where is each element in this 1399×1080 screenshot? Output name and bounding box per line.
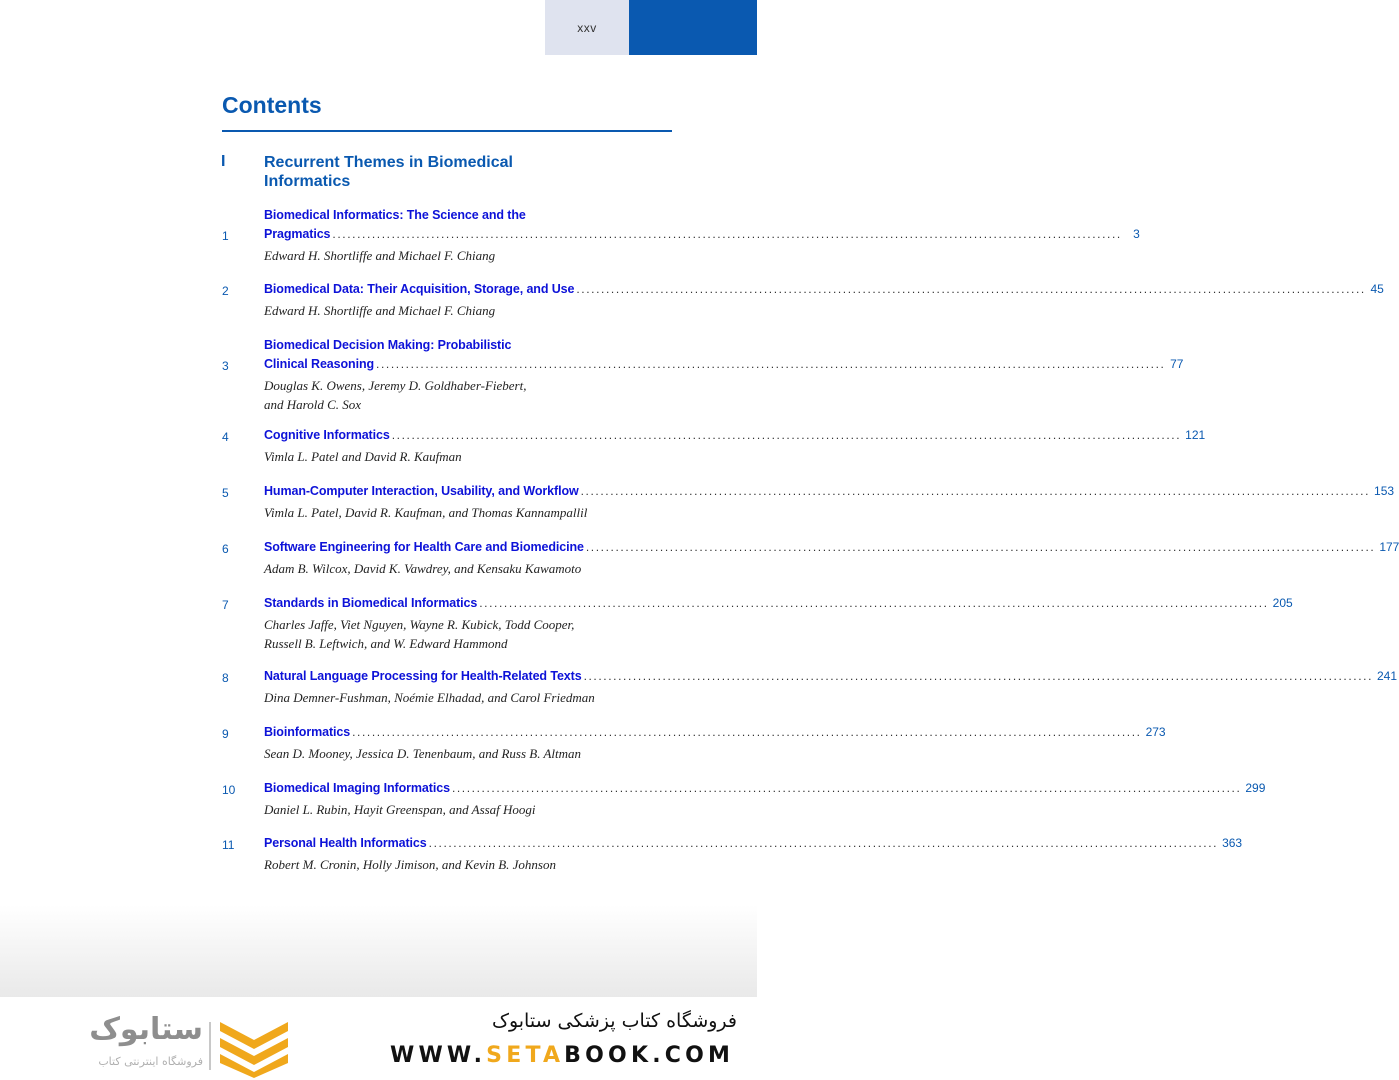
- dot-leader: ................................................................................................................................................................: [585, 540, 1376, 554]
- chapter-page[interactable]: 77: [1170, 357, 1184, 371]
- title-divider: [222, 130, 672, 132]
- chapter-title[interactable]: Human-Computer Interaction, Usability, and Workflow: [264, 484, 579, 498]
- chapter-title[interactable]: Biomedical Informatics: The Science and the: [264, 208, 526, 222]
- dot-leader: ................................................................................................................................................................: [451, 781, 1242, 795]
- chapter-title[interactable]: Biomedical Decision Making: Probabilistic: [264, 338, 512, 352]
- chapter-number: 6: [222, 542, 229, 556]
- chapter-page[interactable]: 153: [1374, 484, 1395, 498]
- part-number: I: [221, 153, 226, 170]
- chapter-title[interactable]: Natural Language Processing for Health-Related Texts: [264, 669, 582, 683]
- chapter-page[interactable]: 177: [1379, 540, 1399, 554]
- chapter-authors: Vimla L. Patel and David R. Kaufman: [264, 449, 462, 464]
- chapter-authors: Daniel L. Rubin, Hayit Greenspan, and Assaf Hoogi: [264, 802, 536, 817]
- chapter-authors: Sean D. Mooney, Jessica D. Tenenbaum, and Russ B. Altman: [264, 746, 582, 761]
- dot-leader: ................................................................................................................................................................: [391, 428, 1182, 442]
- url-prefix: WWW.: [390, 1043, 487, 1068]
- chapter-page[interactable]: 363: [1222, 836, 1243, 850]
- chapter-authors: Robert M. Cronin, Holly Jimison, and Kevin B. Johnson: [264, 857, 556, 872]
- chapter-authors: Russell B. Leftwich, and W. Edward Hammond: [264, 636, 508, 651]
- chapter-authors: Edward H. Shortliffe and Michael F. Chiang: [264, 248, 496, 263]
- chapter-title[interactable]: Biomedical Imaging Informatics: [264, 781, 450, 795]
- dot-leader: ................................................................................................................................................................: [332, 227, 1122, 241]
- dot-leader: ................................................................................................................................................................: [580, 484, 1371, 498]
- chapter-authors: Edward H. Shortliffe and Michael F. Chiang: [264, 303, 496, 318]
- chapter-title[interactable]: Software Engineering for Health Care and Biomedicine: [264, 540, 584, 554]
- chapter-number: 11: [222, 838, 235, 852]
- chapter-page[interactable]: 299: [1245, 781, 1266, 795]
- dot-leader: ................................................................................................................................................................: [583, 669, 1373, 683]
- chapter-authors: Vimla L. Patel, David R. Kaufman, and Thomas Kannampallil: [264, 505, 588, 520]
- chapter-number: 10: [222, 783, 236, 797]
- dot-leader: ................................................................................................................................................................: [576, 282, 1366, 296]
- chapter-title[interactable]: Biomedical Data: Their Acquisition, Storage, and Use: [264, 282, 575, 296]
- chapter-number: 9: [222, 727, 229, 741]
- chapter-title[interactable]: Standards in Biomedical Informatics: [264, 596, 478, 610]
- dot-leader: ................................................................................................................................................................: [479, 596, 1269, 610]
- page-bottom-shadow: [0, 905, 757, 997]
- chapter-page[interactable]: 121: [1185, 428, 1206, 442]
- stacked-chevrons-icon: [216, 1016, 292, 1078]
- store-logo-subtitle: فروشگاه اینترنتی کتاب: [98, 1055, 203, 1068]
- chapter-authors: Douglas K. Owens, Jeremy D. Goldhaber-Fiebert,: [264, 378, 527, 393]
- chapter-authors: Charles Jaffe, Viet Nguyen, Wayne R. Kubick, Todd Cooper,: [264, 617, 575, 632]
- corner-color-block: [629, 0, 757, 55]
- chapter-title[interactable]: Personal Health Informatics: [264, 836, 427, 850]
- chapter-authors: Adam B. Wilcox, David K. Vawdrey, and Kensaku Kawamoto: [264, 561, 582, 576]
- chapter-number: 3: [222, 359, 229, 373]
- store-url[interactable]: [390, 1043, 745, 1068]
- dot-leader: ................................................................................................................................................................: [352, 725, 1142, 739]
- chapter-page[interactable]: 241: [1377, 669, 1398, 683]
- chapter-page[interactable]: 45: [1370, 282, 1384, 296]
- chapter-number: 4: [222, 430, 229, 444]
- chapter-number: 5: [222, 486, 229, 500]
- dot-leader: ................................................................................................................................................................: [428, 836, 1219, 850]
- chapter-title[interactable]: Clinical Reasoning: [264, 357, 375, 371]
- chapter-page[interactable]: 205: [1272, 596, 1293, 610]
- store-name: فروشگاه کتاب پزشکی ستابوک: [491, 1010, 737, 1032]
- chapter-number: 2: [222, 284, 229, 298]
- chapter-authors: Dina Demner-Fushman, Noémie Elhadad, and Carol Friedman: [264, 690, 595, 705]
- chapter-title[interactable]: Cognitive Informatics: [264, 428, 390, 442]
- url-suffix: BOOK.COM: [564, 1043, 735, 1068]
- chapter-title[interactable]: Bioinformatics: [264, 725, 351, 739]
- page-title: Contents: [222, 92, 322, 118]
- chapter-page[interactable]: 273: [1145, 725, 1166, 739]
- chapter-title[interactable]: Pragmatics: [264, 227, 331, 241]
- chapter-authors: and Harold C. Sox: [264, 397, 362, 412]
- chapter-number: 8: [222, 671, 229, 685]
- chapter-number: 1: [222, 229, 229, 243]
- chapter-page[interactable]: 3: [1133, 227, 1140, 241]
- url-accent: SETA: [486, 1043, 565, 1068]
- chapter-number: 7: [222, 598, 229, 612]
- dot-leader: ................................................................................................................................................................: [376, 357, 1166, 371]
- store-logo-text: ستابوک: [89, 1012, 203, 1047]
- logo-divider: [209, 1022, 211, 1070]
- part-title: Recurrent Themes in Biomedical Informatics: [264, 154, 513, 190]
- page-number: xxv: [545, 0, 629, 55]
